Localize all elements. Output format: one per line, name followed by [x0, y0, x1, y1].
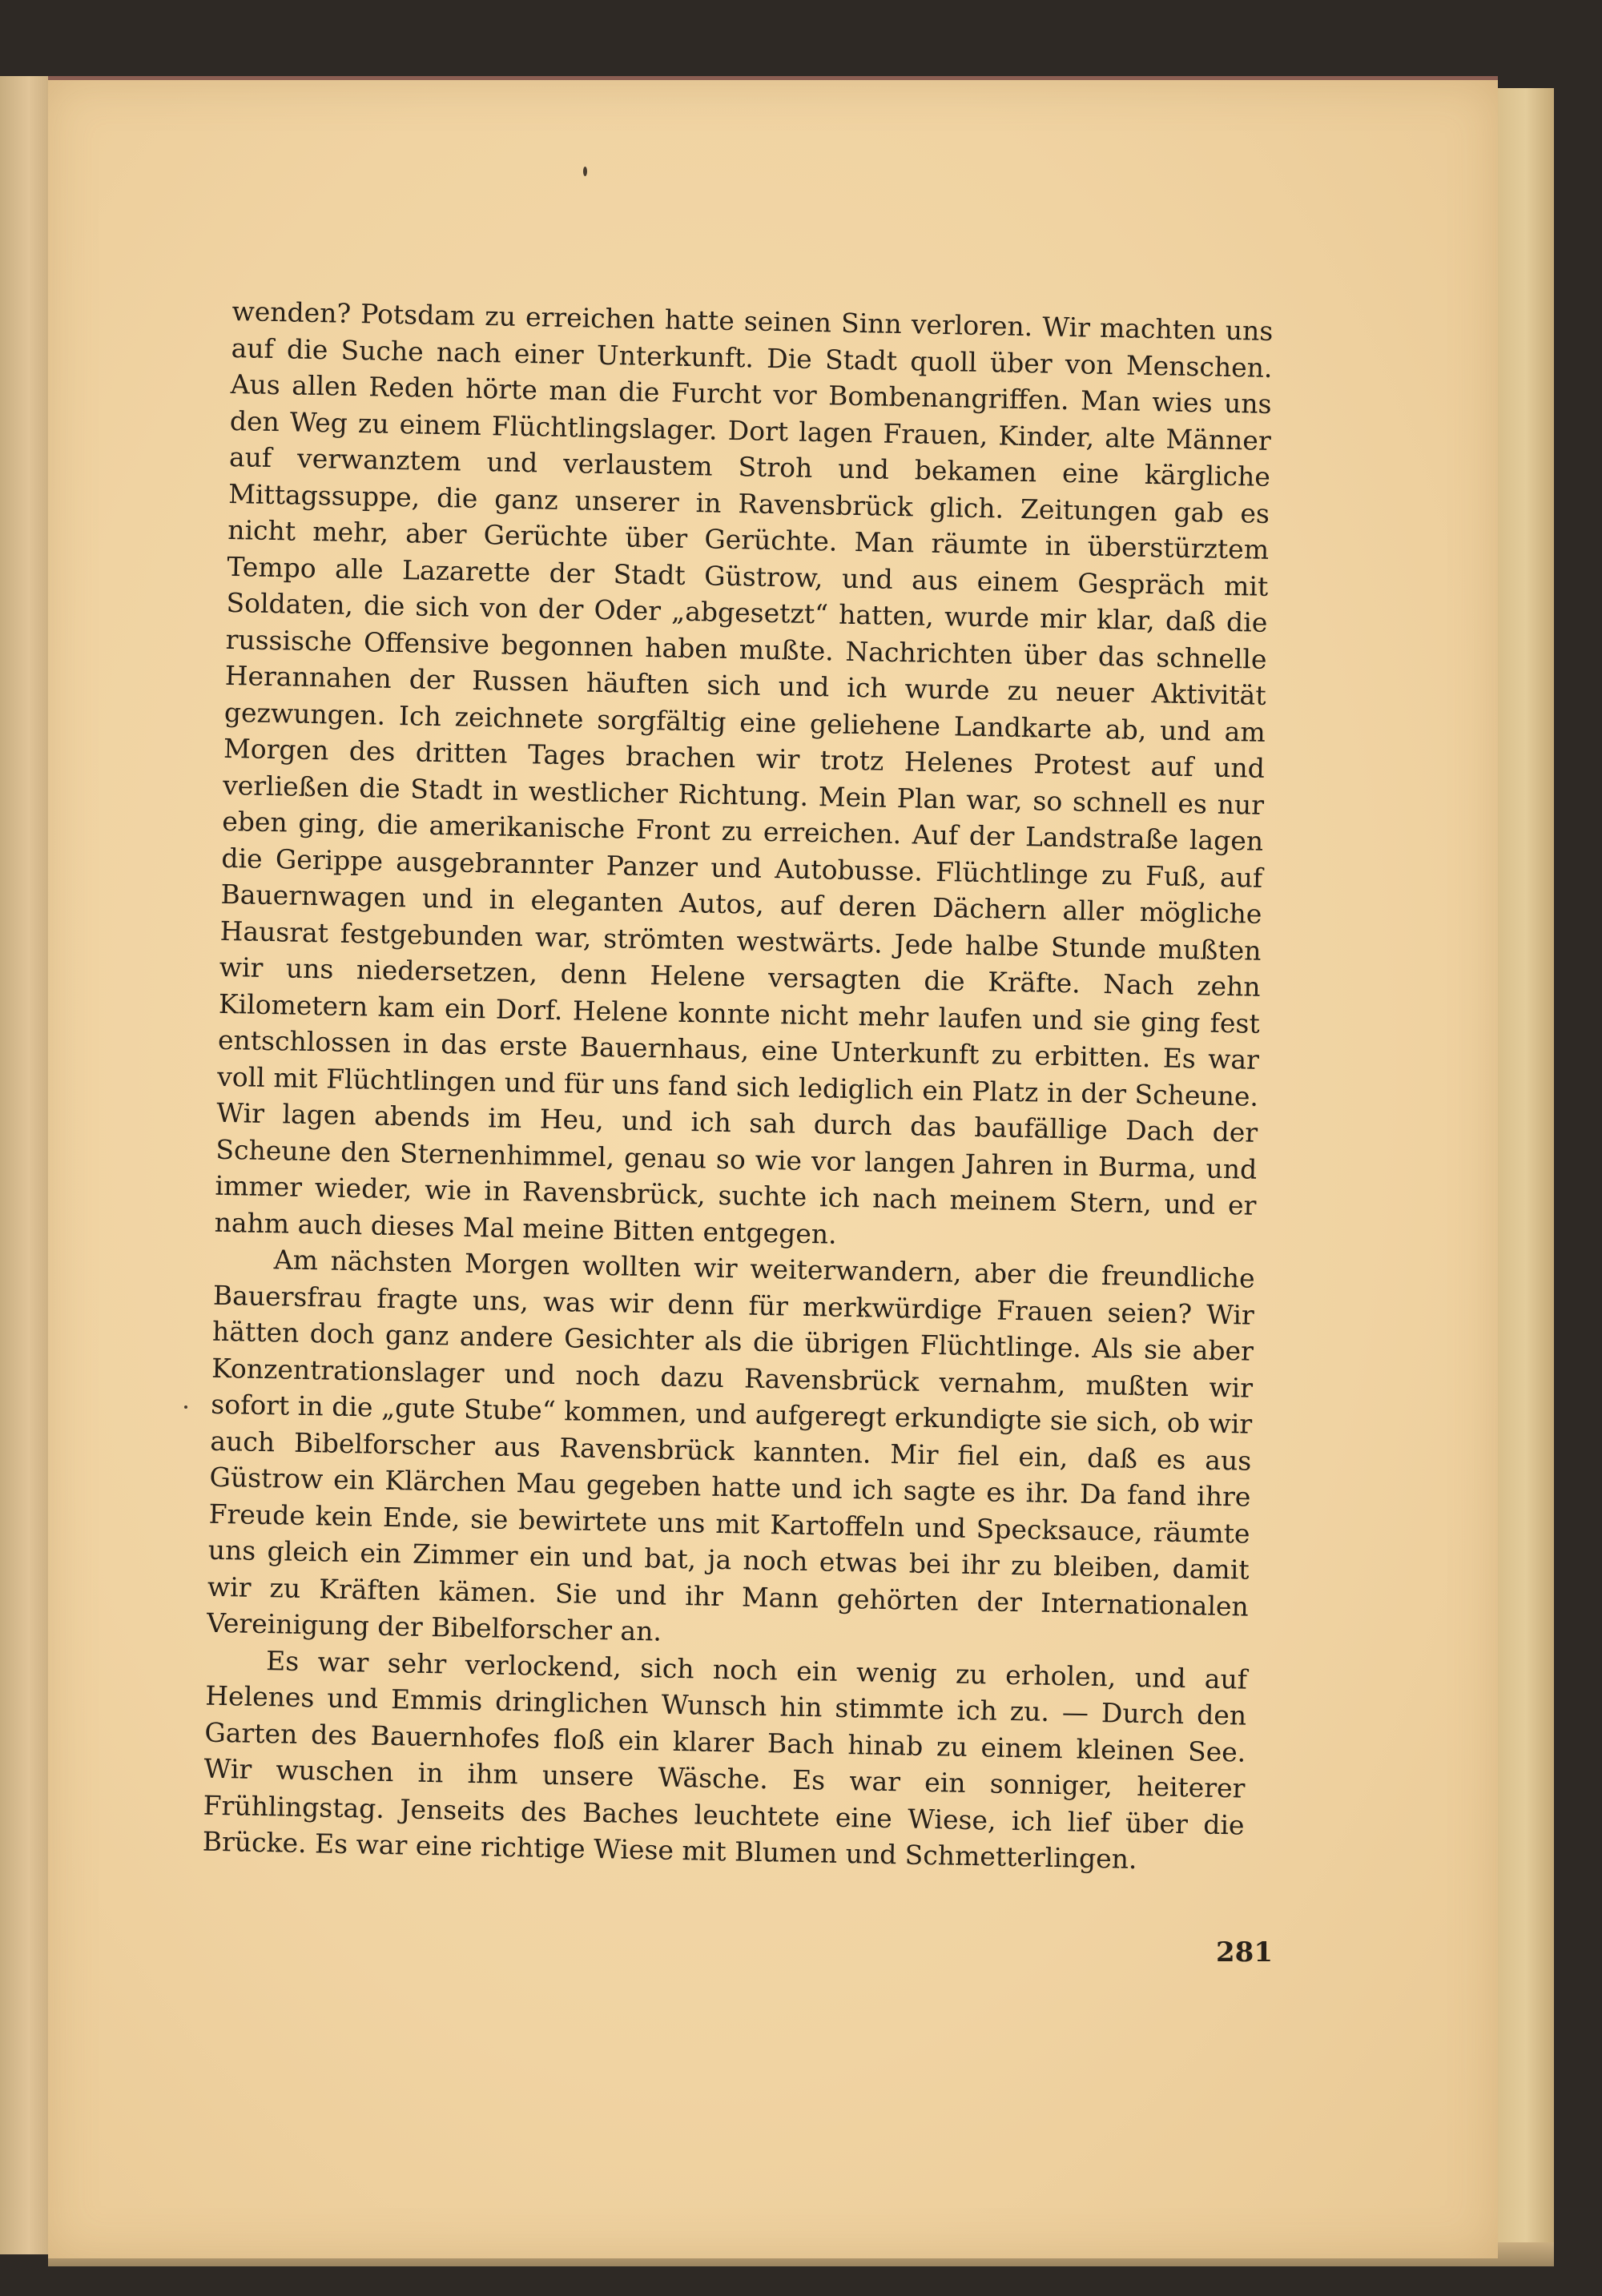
- ink-speck: [583, 167, 587, 176]
- paragraph: wenden? Potsdam zu erreichen hatte seinen Sinn verloren. Wir machten uns auf die Suche nach einer Unterkunft. Die Stadt quoll über von Menschen. Aus allen Reden hörte man die Furcht vor Bombenangriffen. Man wies uns den Weg zu einem Flüchtlingslager. Dort lagen Frauen, Kinder, alte Männer auf verwanztem und verlaustem Stroh und bekamen eine kärgliche Mittagssuppe, die ganz unserer in Ravensbrück glich. Zeitungen gab es nicht mehr, aber Gerüchte über Gerüchte. Man räumte in überstürztem Tempo alle Lazarette der Stadt Güstrow, und aus einem Gespräch mit Soldaten, die sich von der Oder „abgesetzt“ hatten, wurde mir klar, daß die russische Offensive begonnen haben mußte. Nachrichten über das schnelle Herannahen der Russen häuften sich und ich wurde zu neuer Aktivität gezwungen. Ich zeichnete sorgfältig eine geliehene Landkarte ab, und am Morgen des dritten Tages brachen wir trotz Helenes Protest auf und verließen die Stadt in westlicher Richtung. Mein Plan war, so schnell es nur eben ging, die amerikanische Front zu erreichen. Auf der Landstraße lagen die Gerippe ausgebrannter Panzer und Autobusse. Flüchtlinge zu Fuß, auf Bauernwagen und in eleganten Autos, auf deren Dächern aller mögliche Hausrat festgebunden war, strömten westwärts. Jede halbe Stunde mußten wir uns niedersetzen, denn Helene versagten die Kräfte. Nach zehn Kilometern kam ein Dorf. Helene konnte nicht mehr laufen und sie ging fest entschlossen in das erste Bauernhaus, eine Unterkunft zu erbitten. Es war voll mit Flüchtlingen und für uns fand sich lediglich ein Platz in der Scheune. Wir lagen abends im Heu, und ich sah durch das baufällige Dach der Scheune den Sternenhimmel, genau so wie vor langen Jahren in Burma, und immer wieder, wie in Ravensbrück, suchte ich nach meinem Stern, und er nahm auch dieses Mal meine Bitten entgegen.: [214, 295, 1274, 1250]
- ink-speck: [184, 1405, 187, 1409]
- paragraph: Am nächsten Morgen wollten wir weiterwandern, aber die freundliche Bauersfrau fragte uns, was wir denn für merkwürdige Frauen seien? Wir hätten doch ganz andere Gesichter als die übrigen Flüchtlinge. Als sie aber Konzentrationslager und noch dazu Ravensbrück vernahm, mußten wir sofort in die „gute Stube“ kommen, und aufgeregt erkundigte sie sich, ob wir auch Bibelforscher aus Ravensbrück kannten. Mir fiel ein, daß es aus Güstrow ein Klärchen Mau gegeben hatte und ich sagte es ihr. Da fand ihre Freude kein Ende, sie bewirtete uns mit Kartoffeln und Specksauce, räumte uns gleich ein Zimmer ein und bat, ja noch etwas bei ihr zu bleiben, damit wir zu Kräften kämen. Sie und ihr Mann gehörten der Internationalen Vereinigung der Bibelforscher an.: [206, 1244, 1255, 1647]
- page-number: 281: [1216, 1936, 1273, 1968]
- page-body-text: [202, 293, 1273, 1880]
- paragraph: Es war sehr verlockend, sich noch ein wenig zu erholen, und auf Helenes und Emmis dringlichen Wunsch hin stimmte ich zu. — Durch den Garten des Bauernhofes floß ein klarer Bach hinab zu einem kleinen See. Wir wuschen in ihm unsere Wäsche. Es war ein sonniger, heiterer Frühlingstag. Jenseits des Baches leuchtete eine Wiese, ich lief über die Brücke. Es war eine richtige Wiese mit Blumen und Schmetterlingen.: [202, 1644, 1248, 1876]
- right-page-edge: [1498, 88, 1554, 2250]
- left-page-edge: [0, 76, 48, 2254]
